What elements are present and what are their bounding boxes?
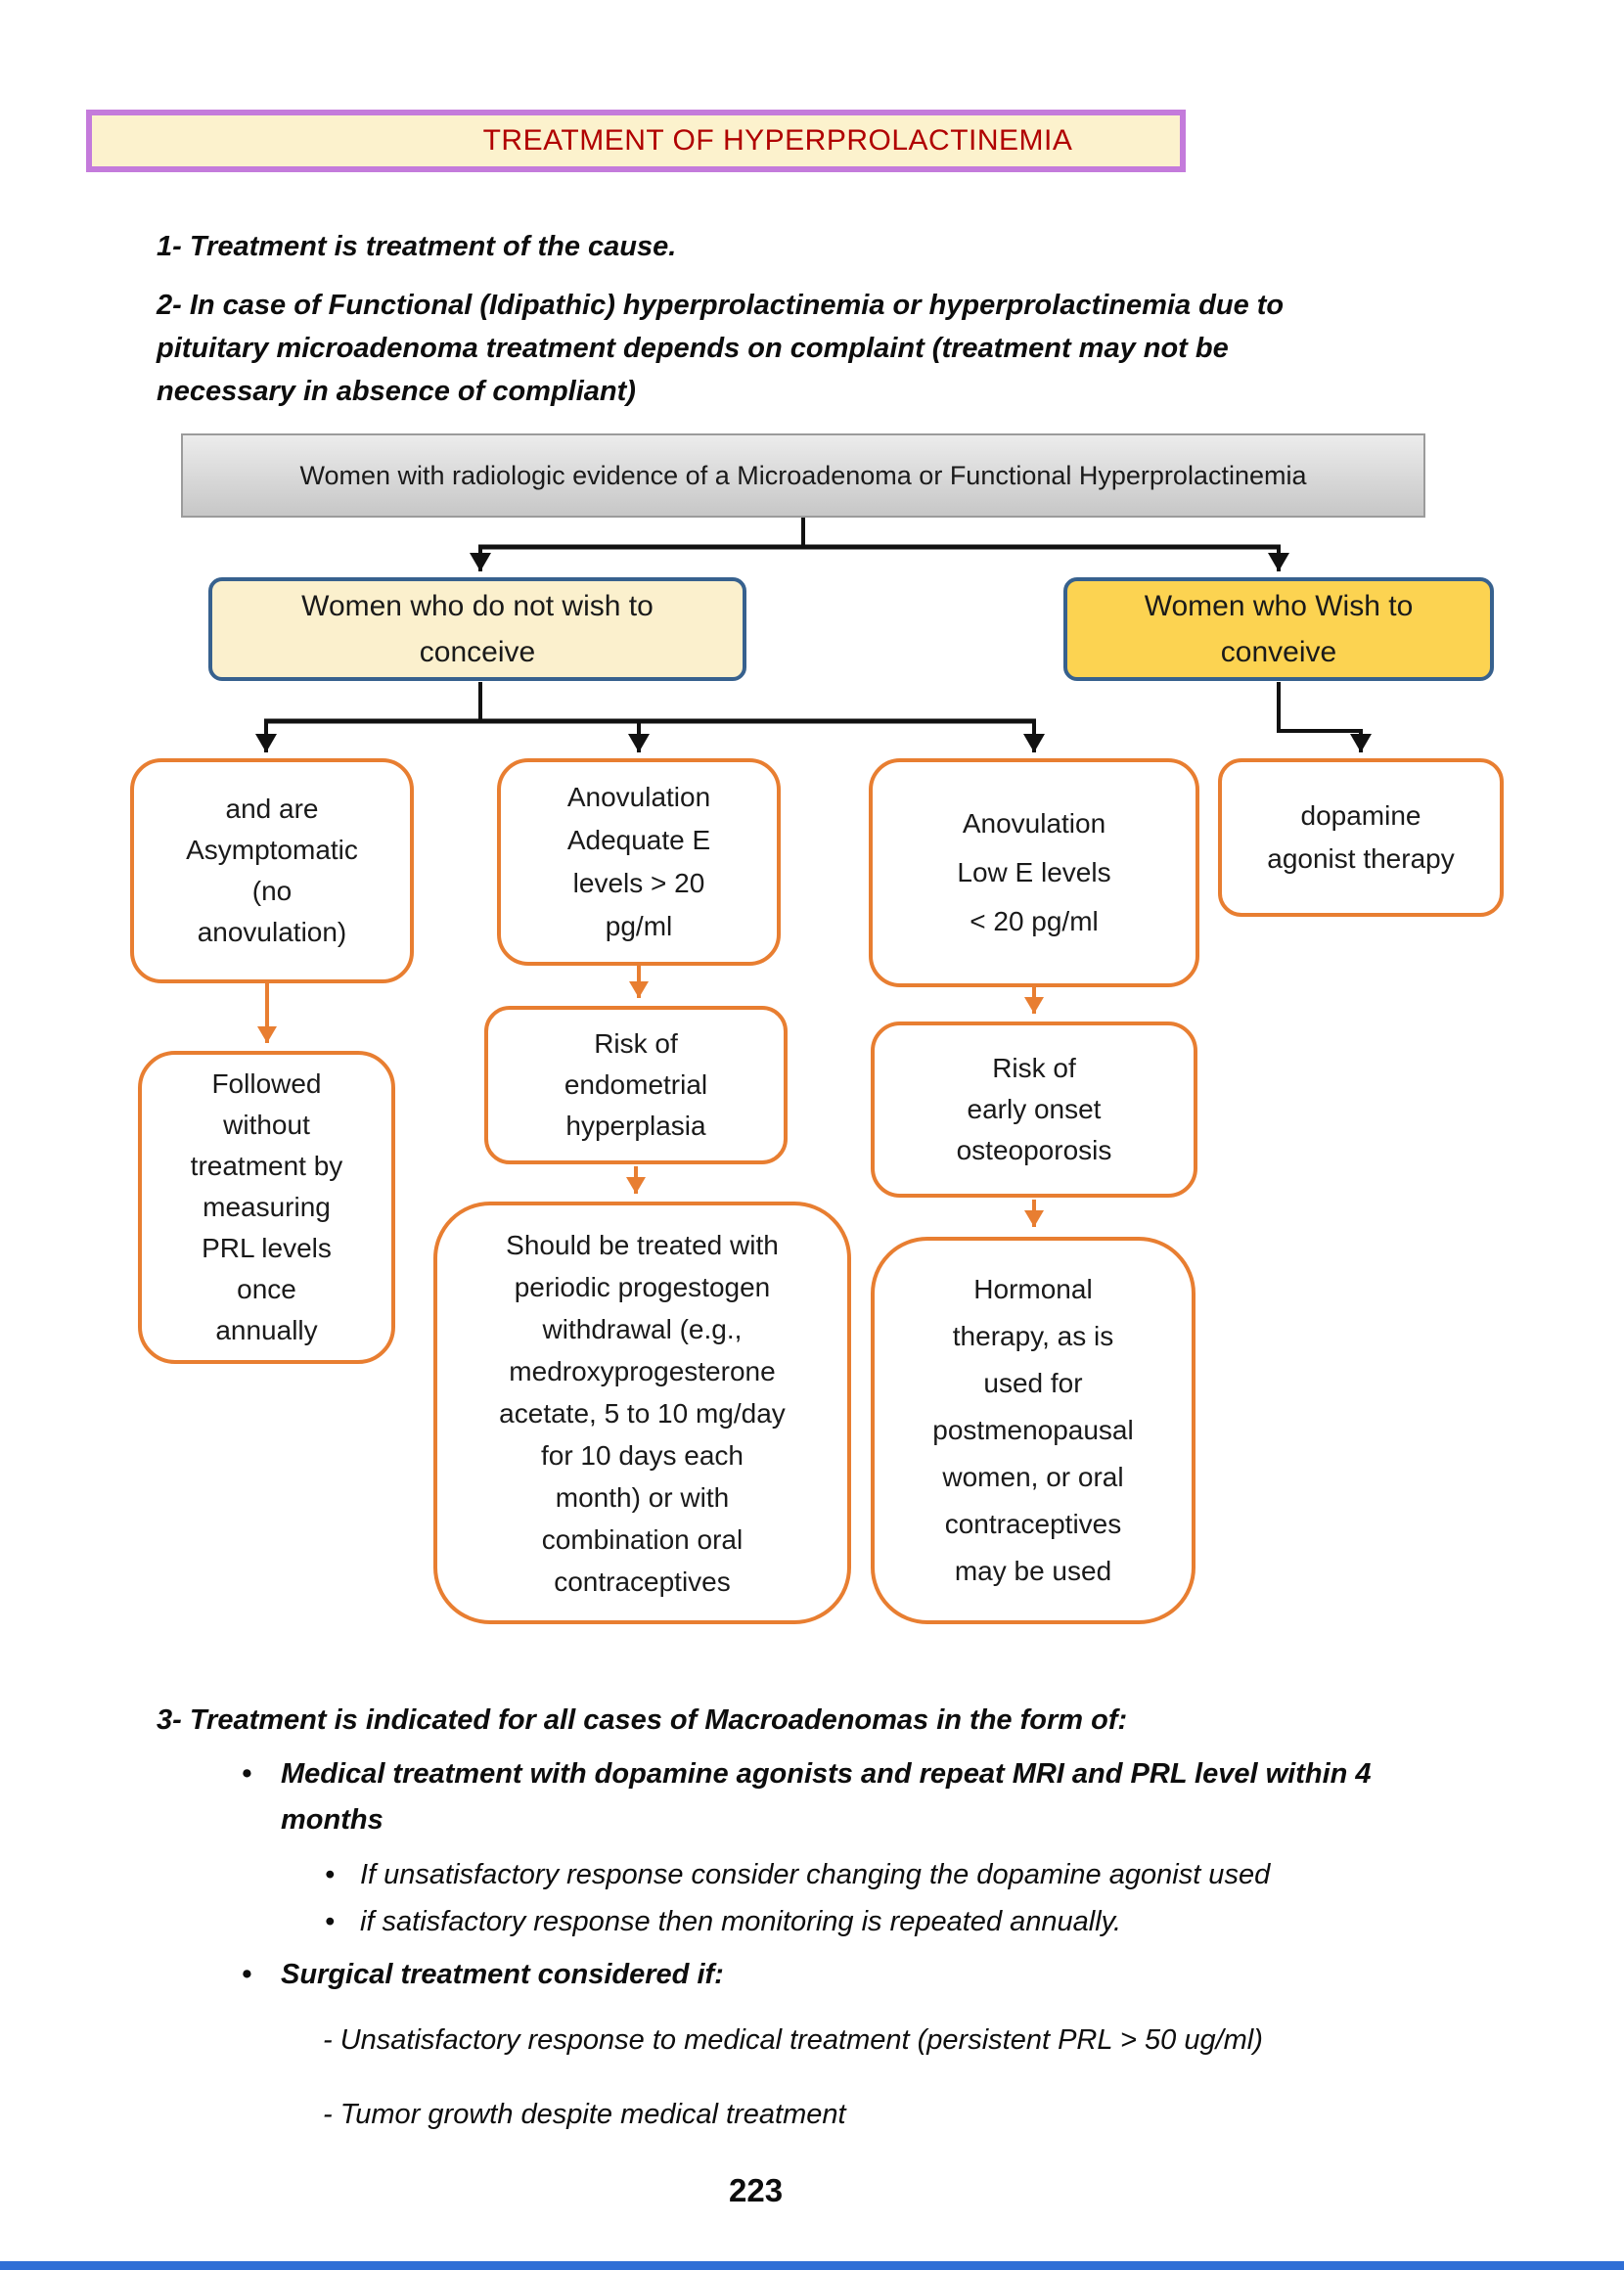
node-root: Women with radiologic evidence of a Microadenoma or Functional Hyperprolactinemia [181, 433, 1425, 518]
node-hormonal-therapy: Hormonal therapy, as is used for postmenopausal women, or oral contraceptives may be used [871, 1237, 1195, 1624]
node-dopamine-therapy: dopamine agonist therapy [1218, 758, 1504, 917]
section3-heading: 3- Treatment is indicated for all cases of Macroadenomas in the form of: [157, 1704, 1128, 1736]
bullet-medical-treatment: • Medical treatment with dopamine agonists and repeat MRI and PRL level within 4 months [281, 1751, 1513, 1843]
node-progestogen-treatment: Should be treated with periodic progestogen withdrawal (e.g., medroxyprogesterone acetate, 5 to 10 mg/day for 10 days each month) or with combination oral contraceptives [433, 1202, 851, 1624]
bottom-edge-bar [0, 2261, 1624, 2270]
title-banner [86, 110, 1186, 172]
page-number: 223 [729, 2172, 784, 2208]
node-anovulation-low: Anovulation Low E levels < 20 pg/ml [869, 758, 1199, 987]
node-wish-conceive: Women who Wish to conveive [1063, 577, 1494, 681]
bullet-surgical-treatment: • Surgical treatment considered if: [281, 1952, 724, 1998]
node-followed-without-treatment: Followed without treatment by measuring PRL levels once annually [138, 1051, 395, 1364]
page-title: TREATMENT OF HYPERPROLACTINEMIA [482, 124, 1073, 157]
sub-bullet-unsatisfactory: • If unsatisfactory response consider changing the dopamine agonist used [360, 1852, 1270, 1898]
sub-bullet-satisfactory: • if satisfactory response then monitoring is repeated annually. [360, 1899, 1121, 1945]
intro-point-1: 1- Treatment is treatment of the cause. [157, 231, 677, 262]
node-osteoporosis-risk: Risk of early onset osteoporosis [871, 1022, 1197, 1198]
node-asymptomatic: and are Asymptomatic (no anovulation) [130, 758, 414, 983]
node-no-conceive: Women who do not wish to conceive [208, 577, 746, 681]
intro-point-2: 2- In case of Functional (Idipathic) hyperprolactinemia or hyperprolactinemia due to pituitary microadenoma treatment depends on complaint (treatment may not be necessary in absence of compliant) [157, 290, 1285, 407]
dash-unsatisfactory-response: - Unsatisfactory response to medical treatment (persistent PRL > 50 ug/ml) [323, 2024, 1263, 2056]
connector-arrow-dopamine [1279, 682, 1361, 752]
node-anovulation-adequate: Anovulation Adequate E levels > 20 pg/ml [497, 758, 781, 966]
dash-tumor-growth: - Tumor growth despite medical treatment [323, 2099, 846, 2130]
node-endometrial-risk: Risk of endometrial hyperplasia [484, 1006, 788, 1164]
